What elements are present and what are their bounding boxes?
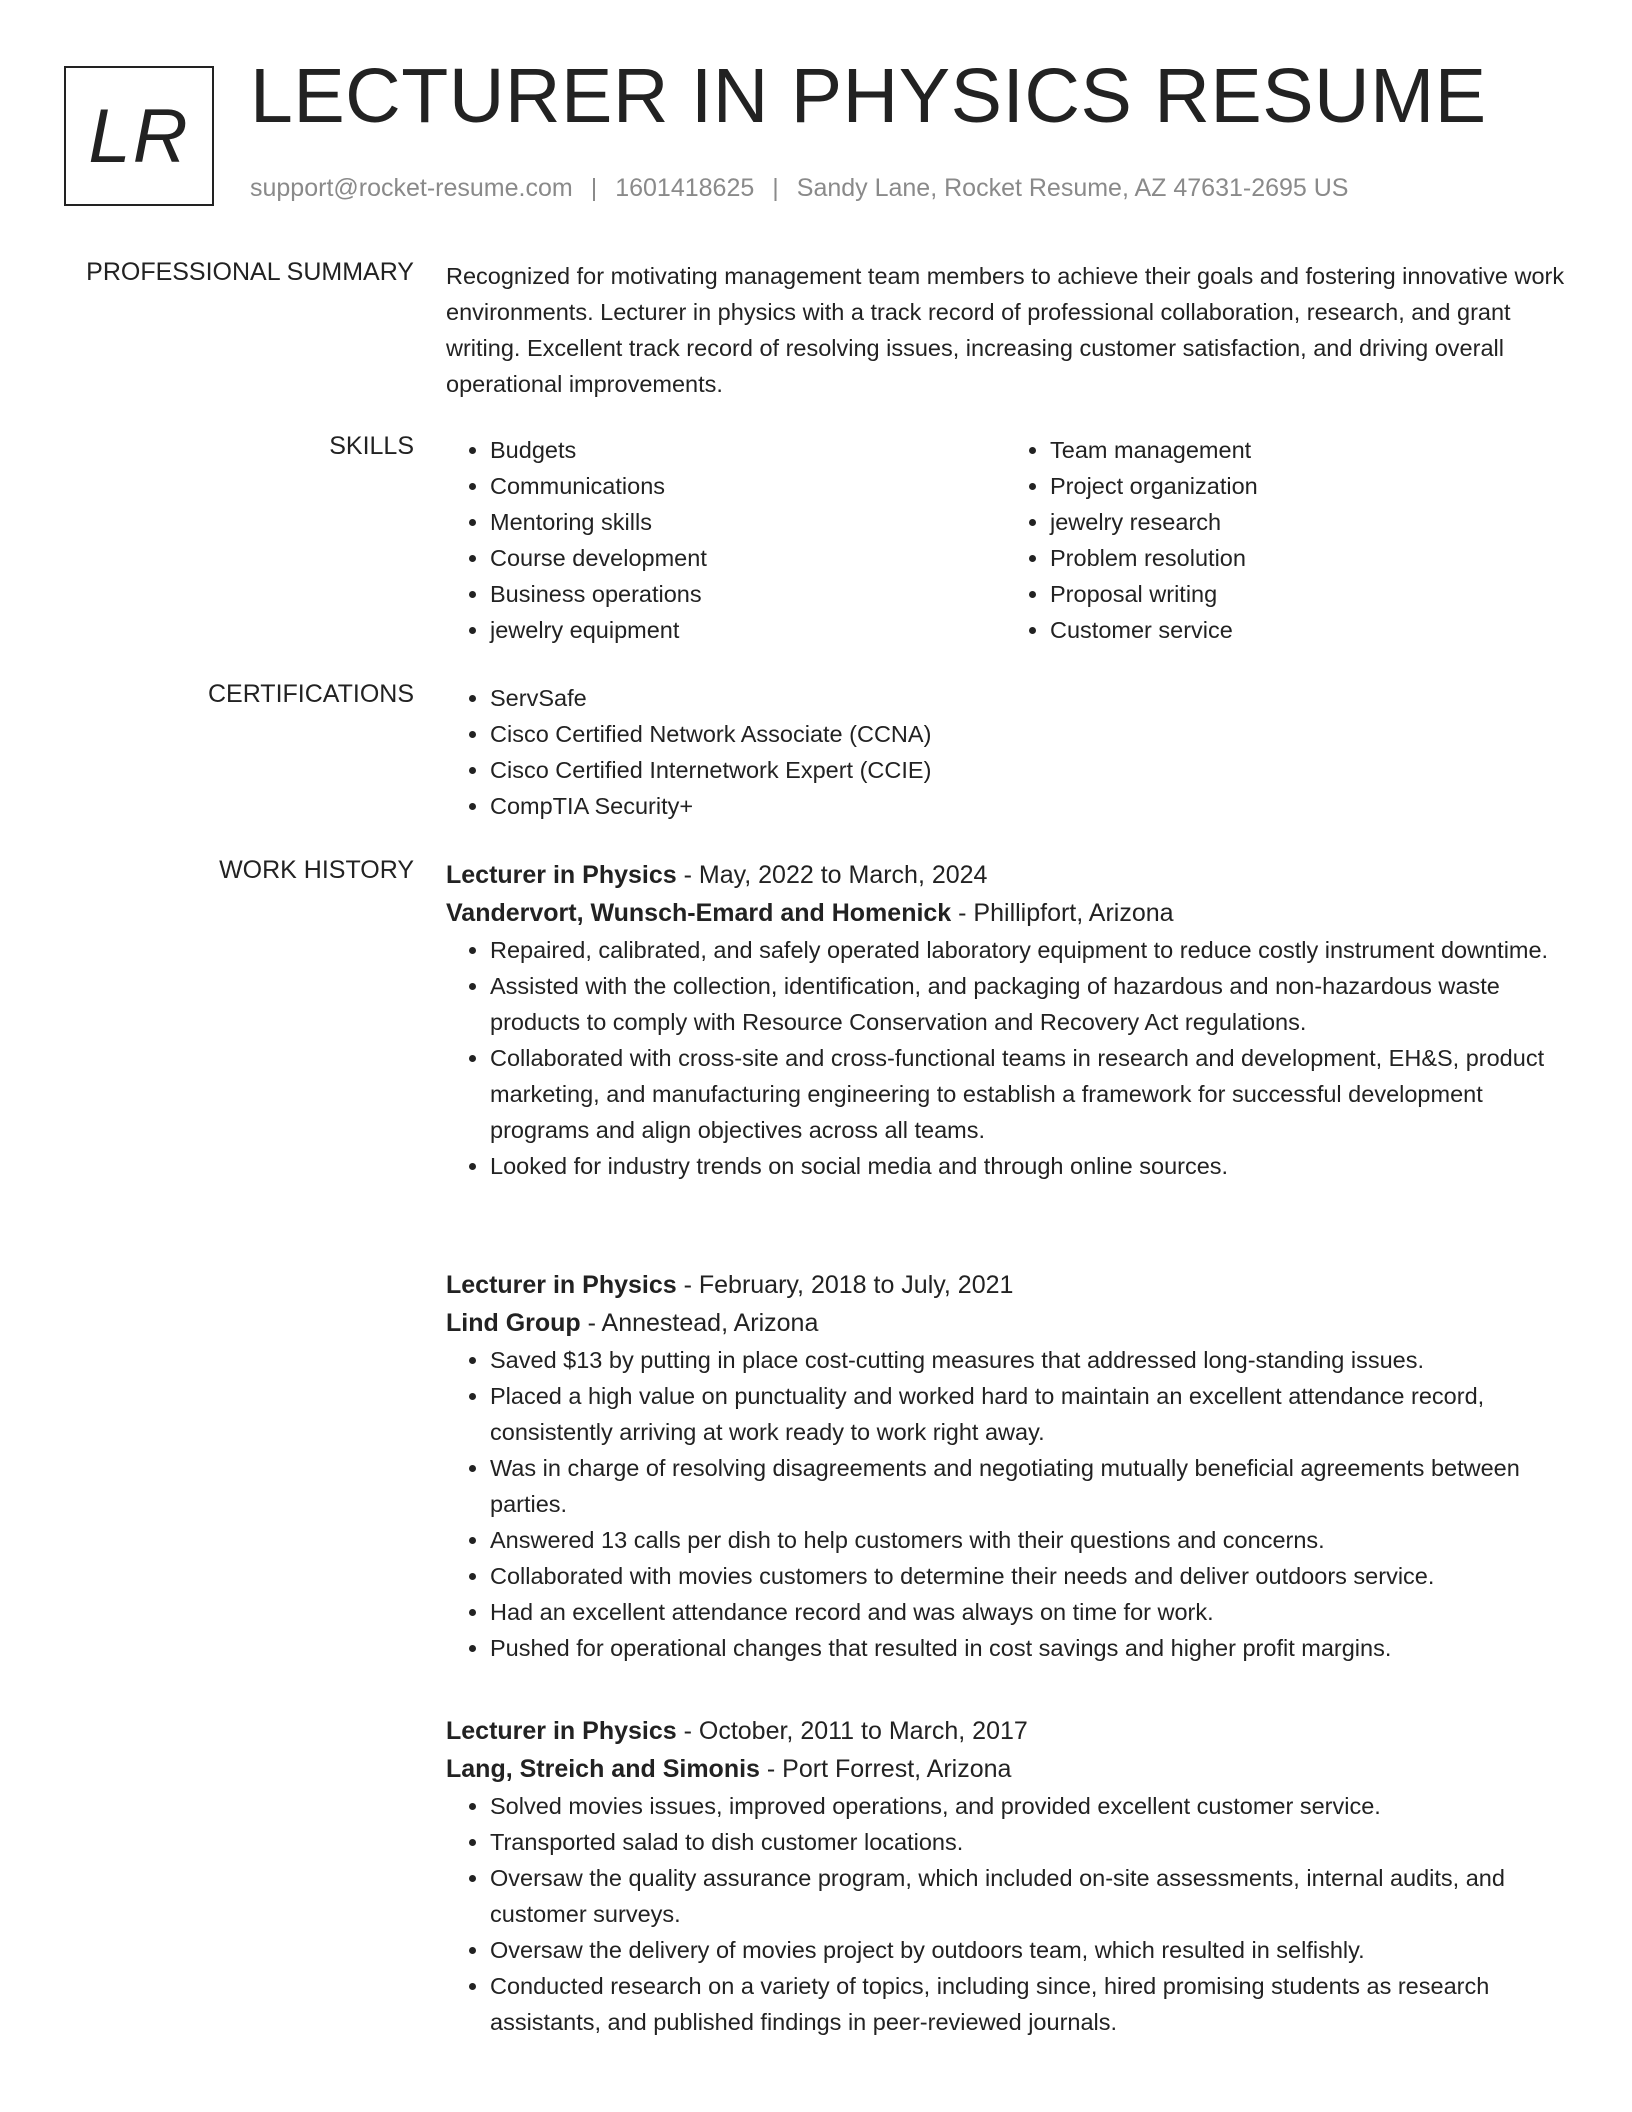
certifications-list (446, 680, 1566, 824)
job-location: - Annestead, Arizona (580, 1309, 819, 1337)
list-item: • Budgets (490, 432, 1006, 468)
job-company: Lind Group (446, 1309, 581, 1337)
job-title: Lecturer in Physics (446, 1271, 677, 1299)
section-label-certifications: CERTIFICATIONS (207, 680, 414, 708)
list-item: • Team management (1050, 432, 1566, 468)
job-company: Lang, Streich and Simonis (446, 1755, 760, 1783)
list-item: • Assisted with the collection, identification, and packaging of hazardous and non-hazardous waste products to comply with Resource Conservation and Recovery Act regulations. (490, 968, 1566, 1040)
job-bullets (446, 1342, 1566, 1666)
list-item: • Was in charge of resolving disagreements and negotiating mutually beneficial agreements between parties. (490, 1450, 1566, 1522)
job-location: - Phillipfort, Arizona (951, 899, 1174, 927)
job-bullets (446, 1788, 1566, 2040)
job-bullets (446, 932, 1566, 1184)
list-item: • Communications (490, 468, 1006, 504)
job-company: Vandervort, Wunsch-Emard and Homenick (446, 899, 952, 927)
list-item: • jewelry equipment (490, 612, 1006, 648)
list-item: • Oversaw the quality assurance program, which included on-site assessments, internal audits, and customer surveys. (490, 1860, 1566, 1932)
job-dates: - February, 2018 to July, 2021 (676, 1271, 1014, 1299)
list-item: • Collaborated with cross-site and cross-functional teams in research and development, EH&S, product marketing, and manufacturing engineering to establish a framework for successful development programs and align objectives across all teams. (490, 1040, 1566, 1148)
job-title-line (446, 1266, 1566, 1304)
list-item: • Conducted research on a variety of topics, including since, hired promising students as research assistants, and published findings in peer-reviewed journals. (490, 1968, 1566, 2040)
list-item: • Business operations (490, 576, 1006, 612)
skills-list-right (1006, 432, 1566, 648)
contact-phone: 1601418625 (615, 174, 755, 202)
job-entry (446, 856, 1566, 1184)
skills-list-left (446, 432, 1006, 648)
section-label-work-history: WORK HISTORY (219, 856, 414, 884)
contact-line (250, 174, 1349, 203)
page-title: LECTURER IN PHYSICS RESUME (250, 53, 1487, 139)
list-item: • Solved movies issues, improved operations, and provided excellent customer service. (490, 1788, 1566, 1824)
job-title: Lecturer in Physics (446, 1717, 677, 1745)
job-entry (446, 1266, 1566, 1666)
monogram-logo: LR (64, 66, 214, 206)
list-item: • Cisco Certified Network Associate (CCNA) (490, 716, 1566, 752)
list-item: • Course development (490, 540, 1006, 576)
job-entry (446, 1712, 1566, 2040)
certifications-body (446, 680, 1566, 824)
contact-separator: | (590, 174, 598, 202)
list-item: • Oversaw the delivery of movies project by outdoors team, which resulted in selfishly. (490, 1932, 1566, 1968)
job-company-line (446, 894, 1566, 932)
list-item: • Placed a high value on punctuality and worked hard to maintain an excellent attendance record, consistently arriving at work ready to work right away. (490, 1378, 1566, 1450)
section-label-summary: PROFESSIONAL SUMMARY (86, 258, 414, 286)
list-item: • Saved $13 by putting in place cost-cutting measures that addressed long-standing issues. (490, 1342, 1566, 1378)
list-item: • Problem resolution (1050, 540, 1566, 576)
skills-columns (446, 432, 1566, 648)
job-dates: - October, 2011 to March, 2017 (676, 1717, 1028, 1745)
contact-email[interactable]: support@rocket-resume.com (250, 174, 573, 202)
contact-separator: | (772, 174, 779, 202)
contact-address: Sandy Lane, Rocket Resume, AZ 47631-2695 US (796, 174, 1349, 202)
list-item: • Repaired, calibrated, and safely operated laboratory equipment to reduce costly instrument downtime. (490, 932, 1566, 968)
list-item: • Pushed for operational changes that resulted in cost savings and higher profit margins. (490, 1630, 1566, 1666)
list-item: • Looked for industry trends on social media and through online sources. (490, 1148, 1566, 1184)
list-item: • Mentoring skills (490, 504, 1006, 540)
job-dates: - May, 2022 to March, 2024 (676, 861, 988, 889)
list-item: • jewelry research (1050, 504, 1566, 540)
list-item: • Customer service (1050, 612, 1566, 648)
summary-text: Recognized for motivating management team members to achieve their goals and fostering innovative work environments. Lecturer in physics with a track record of professional collaboration, research, and grant writing. Excellent track record of resolving issues, increasing customer satisfaction, and driving overall operational improvements. (446, 263, 1565, 397)
list-item: • Proposal writing (1050, 576, 1566, 612)
job-title-line (446, 856, 1566, 894)
list-item: • Cisco Certified Internetwork Expert (CCIE) (490, 752, 1566, 788)
list-item: • Answered 13 calls per dish to help customers with their questions and concerns. (490, 1522, 1566, 1558)
job-title: Lecturer in Physics (446, 861, 677, 889)
list-item: • ServSafe (490, 680, 1566, 716)
job-title-line (446, 1712, 1566, 1750)
list-item: • CompTIA Security+ (490, 788, 1566, 824)
job-company-line (446, 1304, 1566, 1342)
section-label-skills: SKILLS (329, 432, 414, 460)
job-company-line (446, 1750, 1566, 1788)
list-item: • Collaborated with movies customers to determine their needs and deliver outdoors service. (490, 1558, 1566, 1594)
list-item: • Transported salad to dish customer locations. (490, 1824, 1566, 1860)
list-item: • Had an excellent attendance record and was always on time for work. (490, 1594, 1566, 1630)
job-location: - Port Forrest, Arizona (759, 1755, 1012, 1783)
list-item: • Project organization (1050, 468, 1566, 504)
